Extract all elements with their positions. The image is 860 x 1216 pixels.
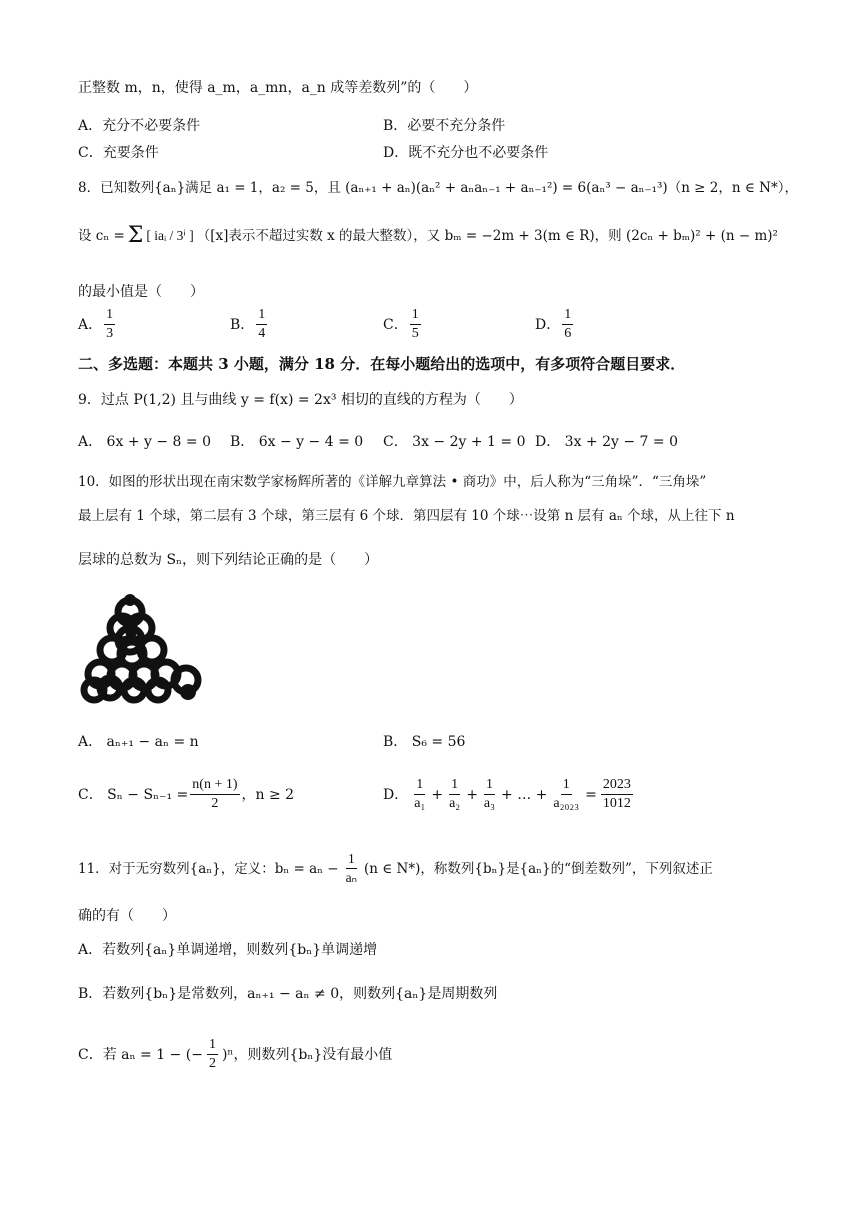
q11-option-c [78,1036,392,1073]
q8-option-d [535,306,575,343]
q7-option-a: A．充分不必要条件 [78,118,201,134]
q8-option-a-num: 1 [104,306,115,325]
q8-option-b-num: 1 [256,306,267,325]
q8-option-b-label: B． [230,316,255,333]
q11-option-a: A．若数列{aₙ}单调递增，则数列{bₙ}单调递增 [78,942,378,958]
q8-option-a-den: 3 [106,326,114,341]
triangular-pile-figure [80,592,208,704]
section-heading-multiple-choice: 二、多选题：本题共 3 小题，满分 18 分．在每小题给出的选项中，有多项符合题目要求． [78,355,686,373]
q10-option-a: A． aₙ₊₁ − aₙ = n [78,734,199,750]
q10-option-c [78,776,294,813]
q10-option-c-post: ，n ≥ 2 [241,786,295,803]
q11-option-c-post: )ⁿ，则数列{bₙ}没有最小值 [221,1046,393,1063]
q10-option-d-label: D． [383,786,409,803]
q8-sum-symbol: Σ [127,223,144,248]
q11-frac-den: aₙ [345,870,357,885]
q8-option-b [230,306,269,343]
q11-option-b: B．若数列{bₙ}是常数列，aₙ₊₁ − aₙ ≠ 0，则数列{aₙ}是周期数列 [78,986,498,1002]
q10-option-d-term3-num: 1 [484,776,495,795]
q8-option-c-num: 1 [410,306,421,325]
q8-option-d-num: 1 [562,306,573,325]
q10-option-d-dots: + … + [501,786,548,803]
q10-option-d-rhs-den: 1012 [602,796,631,811]
q10-option-c-den: 2 [211,796,219,811]
q7-option-c: C．充要条件 [78,145,159,161]
q10-line2: 最上层有 1 个球，第二层有 3 个球，第三层有 6 个球．第四层有 10 个球⋯设第 n 层有 aₙ 个球，从上往下 n [78,508,735,524]
q10-option-d-term3-den: a₃ [483,796,496,811]
q9-option-b: B． 6x − y − 4 = 0 [230,434,364,450]
q10-option-d-term2-den: a₂ [449,796,461,811]
q10-option-b: B． S₆ = 56 [383,734,466,750]
q11-option-c-num: 1 [207,1036,218,1055]
q10-option-d: D． $\frac{1}{\text{a₁}}$ + $\frac{1}{\text{a₂}}$ + $\frac{1}{\text{a₃}}$ + … + $\frac{1}{\text{a₂₀₂₃}}$ = $\frac{2023}{1012}$ [383,777,631,811]
q8-option-a [78,306,117,343]
q10-option-d-last-num: 1 [561,776,572,795]
q9-option-a: A． 6x + y − 8 = 0 [78,434,211,450]
q10-option-d-term1-den: a₁ [414,796,426,811]
q9-option-d: D． 3x + 2y − 7 = 0 [535,434,679,450]
q11-option-c-den: 2 [208,1056,216,1071]
q10-option-c-num: n(n + 1) [190,776,239,795]
q9-stem: 9．过点 P(1,2) 且与曲线 y = f(x) = 2x³ 相切的直线的方程为（ ） [78,392,523,408]
q11-line2: 确的有（ ） [78,908,176,924]
q8-option-d-den: 6 [564,326,572,341]
q10-option-d-last-den: a₂₀₂₃ [553,796,580,811]
q10-option-c-pre: C． Sₙ − Sₙ₋₁ = [78,786,189,803]
q8-line1: 8．已知数列{aₙ}满足 a₁ = 1，a₂ = 5，且 (aₙ₊₁ + aₙ)(aₙ² + aₙaₙ₋₁ + aₙ₋₁²) = 6(aₙ³ − aₙ₋₁³)（n ≥ 2，n ∈ N*）， [78,180,798,196]
q11-option-c-pre: C．若 aₙ = 1 − (− [78,1046,203,1063]
q8-option-c [383,306,423,343]
q8-option-a-label: A． [78,316,103,333]
q11-line1-post: (n ∈ N*)，称数列{bₙ}是{aₙ}的“倒差数列”，下列叙述正 [364,860,713,877]
q8-line2-post: （[x]表示不超过实数 x 的最大整数），又 bₘ = −2m + 3(m ∈ R)，则 (2cₙ + bₘ)² + (n − m)² [196,228,778,244]
q8-option-d-label: D． [535,316,561,333]
q8-line2-pre: 设 cₙ = [78,228,125,244]
q9-option-c: C． 3x − 2y + 1 = 0 [383,434,526,450]
q10-option-d-term2-num: 1 [449,776,460,795]
q8-sum-term: [ iaᵢ / 3ⁱ ] [146,228,194,243]
q8-line2 [78,223,778,248]
q10-option-d-rhs-num: 2023 [601,776,633,795]
q8-line3: 的最小值是（ ） [78,284,204,300]
q8-option-c-label: C． [383,316,408,333]
q10-line3: 层球的总数为 Sₙ，则下列结论正确的是（ ） [78,552,379,568]
q11-frac-num: 1 [346,850,357,869]
q7-option-b: B．必要不充分条件 [383,118,506,134]
q10-option-d-term1-num: 1 [414,776,425,795]
q8-option-b-den: 4 [258,326,266,341]
q7-option-d: D．既不充分也不必要条件 [383,145,549,161]
q11-line1 [78,850,713,887]
q8-option-c-den: 5 [411,326,419,341]
q7-stem-tail: 正整数 m，n，使得 a_m，a_mn，a_n 成等差数列”的（ ） [78,80,478,96]
q11-line1-pre: 11．对于无穷数列{aₙ}，定义：bₙ = aₙ − [78,860,339,877]
q10-line1: 10．如图的形状出现在南宋数学家杨辉所著的《详解九章算法 • 商功》中，后人称为“三角垛”．“三角垛” [78,474,707,490]
